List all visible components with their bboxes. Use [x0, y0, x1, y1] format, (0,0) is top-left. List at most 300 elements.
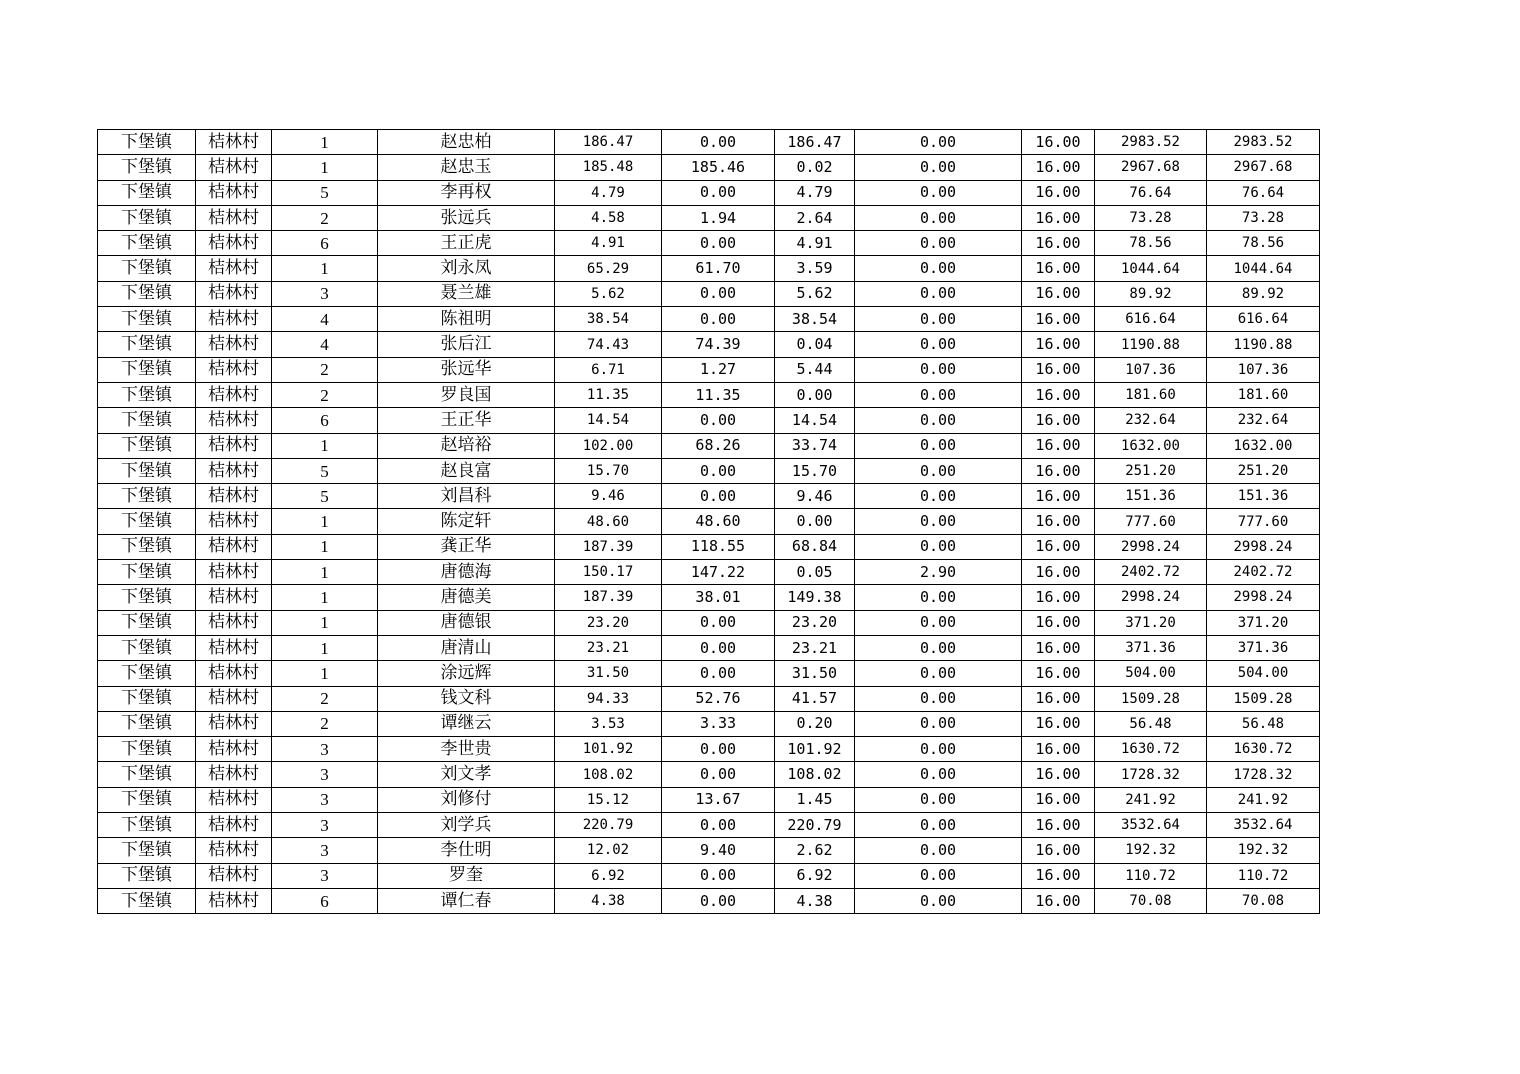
area-b-cell: 220.79: [775, 813, 855, 838]
rate-cell: 16.00: [1022, 787, 1095, 812]
name-cell: 刘永凤: [378, 256, 555, 281]
town-cell: 下堡镇: [98, 231, 196, 256]
name-cell: 谭继云: [378, 711, 555, 736]
group-cell: 5: [272, 484, 378, 509]
area-b-cell: 0.05: [775, 560, 855, 585]
area-total-cell: 31.50: [555, 661, 662, 686]
village-cell: 桔林村: [196, 130, 272, 155]
group-cell: 3: [272, 787, 378, 812]
area-c-cell: 0.00: [855, 180, 1022, 205]
table-row: [98, 155, 1320, 180]
amount-cell: 1044.64: [1095, 256, 1207, 281]
town-cell: 下堡镇: [98, 534, 196, 559]
area-b-cell: 5.44: [775, 357, 855, 382]
area-a-cell: 0.00: [662, 737, 775, 762]
area-b-cell: 108.02: [775, 762, 855, 787]
area-total-cell: 6.71: [555, 357, 662, 382]
group-cell: 1: [272, 610, 378, 635]
amount-paid-cell: 616.64: [1207, 307, 1320, 332]
name-cell: 赵忠玉: [378, 155, 555, 180]
rate-cell: 16.00: [1022, 281, 1095, 306]
village-cell: 桔林村: [196, 332, 272, 357]
rate-cell: 16.00: [1022, 484, 1095, 509]
village-cell: 桔林村: [196, 686, 272, 711]
name-cell: 王正华: [378, 408, 555, 433]
area-c-cell: 0.00: [855, 458, 1022, 483]
village-cell: 桔林村: [196, 711, 272, 736]
rate-cell: 16.00: [1022, 357, 1095, 382]
rate-cell: 16.00: [1022, 433, 1095, 458]
town-cell: 下堡镇: [98, 205, 196, 230]
rate-cell: 16.00: [1022, 762, 1095, 787]
area-b-cell: 23.21: [775, 635, 855, 660]
rate-cell: 16.00: [1022, 458, 1095, 483]
town-cell: 下堡镇: [98, 863, 196, 888]
table-row: [98, 205, 1320, 230]
area-total-cell: 12.02: [555, 838, 662, 863]
group-cell: 6: [272, 888, 378, 913]
village-cell: 桔林村: [196, 737, 272, 762]
amount-paid-cell: 371.20: [1207, 610, 1320, 635]
table-row: [98, 509, 1320, 534]
rate-cell: 16.00: [1022, 307, 1095, 332]
area-b-cell: 4.79: [775, 180, 855, 205]
amount-paid-cell: 1728.32: [1207, 762, 1320, 787]
table-row: [98, 408, 1320, 433]
table-row: [98, 560, 1320, 585]
rate-cell: 16.00: [1022, 686, 1095, 711]
village-cell: 桔林村: [196, 307, 272, 332]
area-a-cell: 61.70: [662, 256, 775, 281]
name-cell: 刘昌科: [378, 484, 555, 509]
rate-cell: 16.00: [1022, 863, 1095, 888]
name-cell: 刘修付: [378, 787, 555, 812]
rate-cell: 16.00: [1022, 382, 1095, 407]
area-a-cell: 0.00: [662, 484, 775, 509]
amount-cell: 1632.00: [1095, 433, 1207, 458]
village-cell: 桔林村: [196, 155, 272, 180]
area-total-cell: 4.58: [555, 205, 662, 230]
table-row: [98, 484, 1320, 509]
area-total-cell: 15.70: [555, 458, 662, 483]
amount-cell: 192.32: [1095, 838, 1207, 863]
village-cell: 桔林村: [196, 813, 272, 838]
town-cell: 下堡镇: [98, 838, 196, 863]
area-a-cell: 0.00: [662, 762, 775, 787]
area-total-cell: 5.62: [555, 281, 662, 306]
area-total-cell: 3.53: [555, 711, 662, 736]
area-total-cell: 11.35: [555, 382, 662, 407]
area-a-cell: 0.00: [662, 180, 775, 205]
area-c-cell: 0.00: [855, 357, 1022, 382]
town-cell: 下堡镇: [98, 332, 196, 357]
area-total-cell: 185.48: [555, 155, 662, 180]
table-row: [98, 281, 1320, 306]
area-c-cell: 0.00: [855, 661, 1022, 686]
amount-paid-cell: 2998.24: [1207, 585, 1320, 610]
name-cell: 陈祖明: [378, 307, 555, 332]
town-cell: 下堡镇: [98, 762, 196, 787]
name-cell: 张后江: [378, 332, 555, 357]
area-total-cell: 4.38: [555, 888, 662, 913]
rate-cell: 16.00: [1022, 661, 1095, 686]
area-c-cell: 0.00: [855, 787, 1022, 812]
village-cell: 桔林村: [196, 357, 272, 382]
town-cell: 下堡镇: [98, 256, 196, 281]
area-b-cell: 0.00: [775, 382, 855, 407]
amount-cell: 1630.72: [1095, 737, 1207, 762]
town-cell: 下堡镇: [98, 357, 196, 382]
town-cell: 下堡镇: [98, 307, 196, 332]
amount-cell: 110.72: [1095, 863, 1207, 888]
area-c-cell: 0.00: [855, 762, 1022, 787]
group-cell: 2: [272, 711, 378, 736]
amount-paid-cell: 3532.64: [1207, 813, 1320, 838]
amount-cell: 2998.24: [1095, 534, 1207, 559]
area-a-cell: 48.60: [662, 509, 775, 534]
area-total-cell: 94.33: [555, 686, 662, 711]
amount-cell: 89.92: [1095, 281, 1207, 306]
group-cell: 2: [272, 686, 378, 711]
village-cell: 桔林村: [196, 560, 272, 585]
village-cell: 桔林村: [196, 382, 272, 407]
name-cell: 李世贵: [378, 737, 555, 762]
area-b-cell: 2.62: [775, 838, 855, 863]
amount-cell: 56.48: [1095, 711, 1207, 736]
amount-cell: 2967.68: [1095, 155, 1207, 180]
area-b-cell: 33.74: [775, 433, 855, 458]
area-c-cell: 0.00: [855, 635, 1022, 660]
table-row: [98, 458, 1320, 483]
amount-cell: 2998.24: [1095, 585, 1207, 610]
area-b-cell: 4.38: [775, 888, 855, 913]
name-cell: 刘学兵: [378, 813, 555, 838]
table-row: [98, 661, 1320, 686]
amount-paid-cell: 1190.88: [1207, 332, 1320, 357]
village-cell: 桔林村: [196, 762, 272, 787]
area-c-cell: 0.00: [855, 484, 1022, 509]
area-c-cell: 0.00: [855, 433, 1022, 458]
area-total-cell: 4.91: [555, 231, 662, 256]
amount-cell: 504.00: [1095, 661, 1207, 686]
area-a-cell: 74.39: [662, 332, 775, 357]
area-total-cell: 48.60: [555, 509, 662, 534]
area-b-cell: 3.59: [775, 256, 855, 281]
area-a-cell: 38.01: [662, 585, 775, 610]
town-cell: 下堡镇: [98, 610, 196, 635]
table-body: [98, 130, 1320, 914]
village-cell: 桔林村: [196, 458, 272, 483]
area-total-cell: 14.54: [555, 408, 662, 433]
amount-paid-cell: 371.36: [1207, 635, 1320, 660]
village-cell: 桔林村: [196, 585, 272, 610]
area-b-cell: 2.64: [775, 205, 855, 230]
amount-cell: 1728.32: [1095, 762, 1207, 787]
table-row: [98, 332, 1320, 357]
village-cell: 桔林村: [196, 433, 272, 458]
town-cell: 下堡镇: [98, 635, 196, 660]
village-cell: 桔林村: [196, 408, 272, 433]
amount-cell: 70.08: [1095, 888, 1207, 913]
area-a-cell: 0.00: [662, 281, 775, 306]
group-cell: 2: [272, 205, 378, 230]
table-row: [98, 787, 1320, 812]
area-a-cell: 52.76: [662, 686, 775, 711]
town-cell: 下堡镇: [98, 180, 196, 205]
group-cell: 1: [272, 130, 378, 155]
rate-cell: 16.00: [1022, 560, 1095, 585]
town-cell: 下堡镇: [98, 813, 196, 838]
area-a-cell: 147.22: [662, 560, 775, 585]
rate-cell: 16.00: [1022, 256, 1095, 281]
town-cell: 下堡镇: [98, 585, 196, 610]
town-cell: 下堡镇: [98, 281, 196, 306]
area-total-cell: 220.79: [555, 813, 662, 838]
area-c-cell: 0.00: [855, 610, 1022, 635]
area-b-cell: 0.20: [775, 711, 855, 736]
town-cell: 下堡镇: [98, 888, 196, 913]
area-c-cell: 0.00: [855, 509, 1022, 534]
rate-cell: 16.00: [1022, 155, 1095, 180]
name-cell: 张远华: [378, 357, 555, 382]
area-b-cell: 0.02: [775, 155, 855, 180]
area-total-cell: 9.46: [555, 484, 662, 509]
amount-paid-cell: 777.60: [1207, 509, 1320, 534]
area-c-cell: 0.00: [855, 711, 1022, 736]
area-b-cell: 0.04: [775, 332, 855, 357]
name-cell: 罗良国: [378, 382, 555, 407]
name-cell: 唐德美: [378, 585, 555, 610]
rate-cell: 16.00: [1022, 205, 1095, 230]
area-b-cell: 23.20: [775, 610, 855, 635]
area-c-cell: 0.00: [855, 130, 1022, 155]
amount-paid-cell: 251.20: [1207, 458, 1320, 483]
area-b-cell: 0.00: [775, 509, 855, 534]
village-cell: 桔林村: [196, 256, 272, 281]
area-total-cell: 186.47: [555, 130, 662, 155]
group-cell: 3: [272, 813, 378, 838]
area-b-cell: 5.62: [775, 281, 855, 306]
area-b-cell: 101.92: [775, 737, 855, 762]
town-cell: 下堡镇: [98, 484, 196, 509]
area-a-cell: 0.00: [662, 610, 775, 635]
table-row: [98, 180, 1320, 205]
village-cell: 桔林村: [196, 205, 272, 230]
amount-cell: 78.56: [1095, 231, 1207, 256]
group-cell: 2: [272, 382, 378, 407]
amount-paid-cell: 1632.00: [1207, 433, 1320, 458]
rate-cell: 16.00: [1022, 509, 1095, 534]
area-b-cell: 41.57: [775, 686, 855, 711]
town-cell: 下堡镇: [98, 711, 196, 736]
group-cell: 2: [272, 357, 378, 382]
village-cell: 桔林村: [196, 180, 272, 205]
amount-paid-cell: 76.64: [1207, 180, 1320, 205]
area-a-cell: 11.35: [662, 382, 775, 407]
group-cell: 3: [272, 762, 378, 787]
amount-cell: 181.60: [1095, 382, 1207, 407]
area-c-cell: 0.00: [855, 408, 1022, 433]
town-cell: 下堡镇: [98, 737, 196, 762]
rate-cell: 16.00: [1022, 231, 1095, 256]
village-cell: 桔林村: [196, 838, 272, 863]
area-total-cell: 101.92: [555, 737, 662, 762]
table-row: [98, 357, 1320, 382]
amount-cell: 616.64: [1095, 307, 1207, 332]
amount-paid-cell: 2998.24: [1207, 534, 1320, 559]
area-a-cell: 0.00: [662, 888, 775, 913]
amount-paid-cell: 78.56: [1207, 231, 1320, 256]
group-cell: 6: [272, 408, 378, 433]
area-b-cell: 4.91: [775, 231, 855, 256]
area-total-cell: 38.54: [555, 307, 662, 332]
name-cell: 聂兰雄: [378, 281, 555, 306]
area-a-cell: 13.67: [662, 787, 775, 812]
area-c-cell: 0.00: [855, 205, 1022, 230]
amount-cell: 251.20: [1095, 458, 1207, 483]
village-cell: 桔林村: [196, 610, 272, 635]
name-cell: 陈定轩: [378, 509, 555, 534]
area-b-cell: 68.84: [775, 534, 855, 559]
area-c-cell: 0.00: [855, 888, 1022, 913]
village-cell: 桔林村: [196, 888, 272, 913]
group-cell: 1: [272, 256, 378, 281]
town-cell: 下堡镇: [98, 560, 196, 585]
name-cell: 唐清山: [378, 635, 555, 660]
area-a-cell: 118.55: [662, 534, 775, 559]
area-c-cell: 0.00: [855, 307, 1022, 332]
area-c-cell: 0.00: [855, 534, 1022, 559]
area-b-cell: 14.54: [775, 408, 855, 433]
village-cell: 桔林村: [196, 661, 272, 686]
amount-paid-cell: 192.32: [1207, 838, 1320, 863]
area-total-cell: 4.79: [555, 180, 662, 205]
table-row: [98, 711, 1320, 736]
group-cell: 1: [272, 585, 378, 610]
area-total-cell: 15.12: [555, 787, 662, 812]
village-cell: 桔林村: [196, 787, 272, 812]
area-c-cell: 0.00: [855, 838, 1022, 863]
area-c-cell: 0.00: [855, 256, 1022, 281]
name-cell: 钱文科: [378, 686, 555, 711]
town-cell: 下堡镇: [98, 433, 196, 458]
area-b-cell: 9.46: [775, 484, 855, 509]
area-a-cell: 0.00: [662, 813, 775, 838]
town-cell: 下堡镇: [98, 155, 196, 180]
area-a-cell: 3.33: [662, 711, 775, 736]
area-total-cell: 108.02: [555, 762, 662, 787]
table-row: [98, 762, 1320, 787]
rate-cell: 16.00: [1022, 534, 1095, 559]
area-c-cell: 0.00: [855, 382, 1022, 407]
amount-paid-cell: 73.28: [1207, 205, 1320, 230]
area-total-cell: 23.21: [555, 635, 662, 660]
rate-cell: 16.00: [1022, 585, 1095, 610]
village-cell: 桔林村: [196, 484, 272, 509]
name-cell: 赵培裕: [378, 433, 555, 458]
table-row: [98, 433, 1320, 458]
rate-cell: 16.00: [1022, 888, 1095, 913]
group-cell: 1: [272, 661, 378, 686]
area-a-cell: 0.00: [662, 231, 775, 256]
area-b-cell: 38.54: [775, 307, 855, 332]
amount-paid-cell: 2402.72: [1207, 560, 1320, 585]
group-cell: 1: [272, 560, 378, 585]
group-cell: 1: [272, 534, 378, 559]
area-a-cell: 0.00: [662, 130, 775, 155]
area-b-cell: 6.92: [775, 863, 855, 888]
village-cell: 桔林村: [196, 509, 272, 534]
group-cell: 4: [272, 307, 378, 332]
table-row: [98, 838, 1320, 863]
name-cell: 唐德海: [378, 560, 555, 585]
table-row: [98, 307, 1320, 332]
town-cell: 下堡镇: [98, 509, 196, 534]
area-b-cell: 1.45: [775, 787, 855, 812]
rate-cell: 16.00: [1022, 635, 1095, 660]
name-cell: 赵良富: [378, 458, 555, 483]
area-c-cell: 0.00: [855, 585, 1022, 610]
amount-cell: 151.36: [1095, 484, 1207, 509]
amount-paid-cell: 232.64: [1207, 408, 1320, 433]
group-cell: 6: [272, 231, 378, 256]
area-total-cell: 187.39: [555, 585, 662, 610]
amount-paid-cell: 504.00: [1207, 661, 1320, 686]
area-a-cell: 1.27: [662, 357, 775, 382]
amount-paid-cell: 181.60: [1207, 382, 1320, 407]
group-cell: 4: [272, 332, 378, 357]
amount-paid-cell: 1630.72: [1207, 737, 1320, 762]
amount-paid-cell: 2967.68: [1207, 155, 1320, 180]
area-total-cell: 74.43: [555, 332, 662, 357]
name-cell: 龚正华: [378, 534, 555, 559]
amount-paid-cell: 2983.52: [1207, 130, 1320, 155]
amount-cell: 76.64: [1095, 180, 1207, 205]
amount-paid-cell: 1509.28: [1207, 686, 1320, 711]
amount-cell: 107.36: [1095, 357, 1207, 382]
rate-cell: 16.00: [1022, 813, 1095, 838]
area-c-cell: 0.00: [855, 155, 1022, 180]
name-cell: 张远兵: [378, 205, 555, 230]
group-cell: 1: [272, 509, 378, 534]
area-total-cell: 102.00: [555, 433, 662, 458]
table-row: [98, 813, 1320, 838]
rate-cell: 16.00: [1022, 711, 1095, 736]
amount-cell: 3532.64: [1095, 813, 1207, 838]
amount-paid-cell: 151.36: [1207, 484, 1320, 509]
area-a-cell: 0.00: [662, 408, 775, 433]
area-c-cell: 0.00: [855, 231, 1022, 256]
area-total-cell: 23.20: [555, 610, 662, 635]
area-a-cell: 185.46: [662, 155, 775, 180]
area-a-cell: 9.40: [662, 838, 775, 863]
town-cell: 下堡镇: [98, 130, 196, 155]
group-cell: 1: [272, 155, 378, 180]
table-row: [98, 585, 1320, 610]
name-cell: 刘文孝: [378, 762, 555, 787]
area-a-cell: 0.00: [662, 307, 775, 332]
rate-cell: 16.00: [1022, 180, 1095, 205]
amount-cell: 371.36: [1095, 635, 1207, 660]
name-cell: 王正虎: [378, 231, 555, 256]
table-row: [98, 737, 1320, 762]
data-table: [97, 129, 1320, 914]
amount-paid-cell: 1044.64: [1207, 256, 1320, 281]
amount-cell: 777.60: [1095, 509, 1207, 534]
table-row: [98, 534, 1320, 559]
group-cell: 3: [272, 838, 378, 863]
village-cell: 桔林村: [196, 231, 272, 256]
